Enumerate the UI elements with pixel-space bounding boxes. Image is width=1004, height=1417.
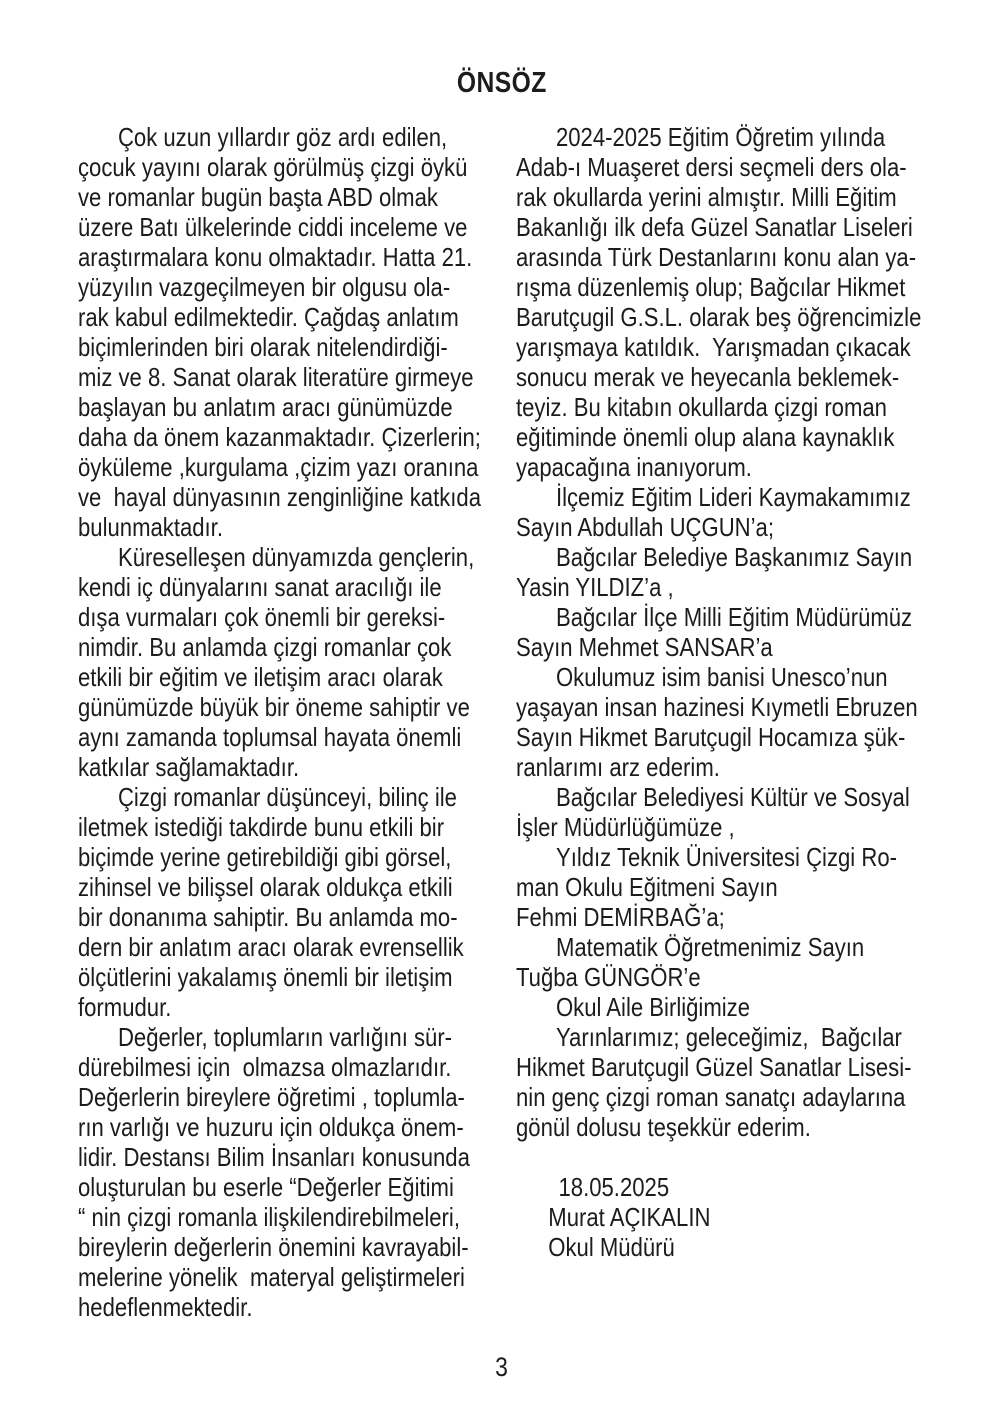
text-line: Bakanlığı ilk defa Güzel Sanatlar Liseleri [516, 212, 913, 242]
signature-date: 18.05.2025 [558, 1172, 670, 1202]
text-line: Okulumuz isim banisi Unesco’nun [555, 662, 888, 692]
right-paragraph-container [516, 122, 927, 1142]
right-text-column [516, 122, 927, 1262]
text-line: ranlarımı arz ederim. [516, 752, 720, 782]
text-line: hedeflenmektedir. [78, 1292, 253, 1322]
text-line: ve hayal dünyasının zenginliğine katkıda [78, 482, 481, 512]
paragraph [516, 602, 927, 662]
text-line: Bağcılar İlçe Milli Eğitim Müdürümüz [555, 602, 913, 632]
text-line: Değerlerin bireylere öğretimi , toplumla- [78, 1082, 465, 1112]
text-line: günümüzde büyük bir öneme sahiptir ve [78, 692, 470, 722]
text-line: ölçütlerini yakalamış önemli bir iletişim [78, 962, 453, 992]
signature-role: Okul Müdürü [548, 1232, 675, 1262]
paragraph [78, 1022, 489, 1322]
text-line: katkılar sağlamaktadır. [78, 752, 300, 782]
text-line: Sayın Abdullah UÇGUN’a; [516, 512, 774, 542]
text-line: yarışmaya katıldık. Yarışmadan çıkacak [516, 332, 911, 362]
text-line: Yıldız Teknik Üniversitesi Çizgi Ro- [555, 842, 897, 872]
text-line: yaşayan insan hazinesi Kıymetli Ebruzen [516, 692, 918, 722]
footer-row [0, 1352, 1004, 1382]
text-line: dürebilmesi için olmazsa olmazlarıdır. [78, 1052, 452, 1082]
text-line: aynı zamanda toplumsal hayata önemli [78, 722, 462, 752]
text-line: Fehmi DEMİRBAĞ’a; [516, 902, 725, 932]
text-line: araştırmalara konu olmaktadır. Hatta 21. [78, 242, 473, 272]
text-line: nimdir. Bu anlamda çizgi romanlar çok [78, 632, 452, 662]
paragraph [516, 992, 927, 1022]
paragraph [516, 782, 927, 842]
paragraph [516, 542, 927, 602]
text-line: Değerler, toplumların varlığını sür- [117, 1022, 453, 1052]
paragraph [78, 542, 489, 782]
page-title: ÖNSÖZ [457, 67, 547, 99]
text-line: rak okullarda yerini almıştır. Milli Eğitim [516, 182, 897, 212]
text-line: melerine yönelik materyal geliştirmeleri [78, 1262, 465, 1292]
text-line: formudur. [78, 992, 172, 1022]
text-line: etkili bir eğitim ve iletişim aracı olarak [78, 662, 443, 692]
paragraph [516, 482, 927, 542]
text-line: öyküleme ,kurgulama ,çizim yazı oranına [78, 452, 479, 482]
text-line: sonucu merak ve heyecanla beklemek- [516, 362, 900, 392]
text-line: bir donanıma sahiptir. Bu anlamda mo- [78, 902, 458, 932]
text-line: Yarınlarımız; geleceğimiz, Bağcılar [555, 1022, 902, 1052]
paragraph [516, 122, 927, 482]
text-line: “ nin çizgi romanla ilişkilendirebilmeleri, [78, 1202, 460, 1232]
text-line: bulunmaktadır. [78, 512, 223, 542]
page-number: 3 [495, 1352, 509, 1382]
text-line: biçimlerinden biri olarak nitelendirdiği- [78, 332, 448, 362]
left-text-column [78, 122, 489, 1322]
text-line: İlçemiz Eğitim Lideri Kaymakamımız [555, 482, 911, 512]
text-line: Matematik Öğretmenimiz Sayın [555, 932, 865, 962]
text-line: dışa vurmaları çok önemli bir gereksi- [78, 602, 446, 632]
title-row [0, 66, 1004, 100]
text-line: Bağcılar Belediye Başkanımız Sayın [555, 542, 913, 572]
paragraph [516, 932, 927, 992]
text-line: rın varlığı ve huzuru için oldukça önem- [78, 1112, 464, 1142]
text-line: Sayın Hikmet Barutçugil Hocamıza şük- [516, 722, 906, 752]
text-line: İşler Müdürlüğümüze , [516, 812, 735, 842]
text-line: Hikmet Barutçugil Güzel Sanatlar Lisesi- [516, 1052, 912, 1082]
text-line: Çok uzun yıllardır göz ardı edilen, [117, 122, 448, 152]
text-line: miz ve 8. Sanat olarak literatüre girmeye [78, 362, 474, 392]
text-line: üzere Batı ülkelerinde ciddi inceleme ve [78, 212, 468, 242]
text-line: lidir. Destansı Bilim İnsanları konusunda [78, 1142, 470, 1172]
text-line: arasında Türk Destanlarını konu alan ya- [516, 242, 917, 272]
paragraph [516, 662, 927, 782]
text-line: Adab-ı Muaşeret dersi seçmeli ders ola- [516, 152, 907, 182]
text-line: man Okulu Eğitmeni Sayın [516, 872, 778, 902]
text-line: gönül dolusu teşekkür ederim. [516, 1112, 811, 1142]
text-line: Küreselleşen dünyamızda gençlerin, [117, 542, 475, 572]
text-line: nin genç çizgi roman sanatçı adaylarına [516, 1082, 906, 1112]
signature-name: Murat AÇIKALIN [548, 1202, 711, 1232]
paragraph [516, 842, 927, 932]
text-line: zihinsel ve bilişsel olarak oldukça etkili [78, 872, 453, 902]
text-line: iletmek istediği takdirde bunu etkili bir [78, 812, 445, 842]
text-line: teyiz. Bu kitabın okullarda çizgi roman [516, 392, 887, 422]
text-line: rışma düzenlemiş olup; Bağcılar Hikmet [516, 272, 906, 302]
text-line: kendi iç dünyalarını sanat aracılığı ile [78, 572, 442, 602]
text-line: Çizgi romanlar düşünceyi, bilinç ile [117, 782, 457, 812]
text-line: Yasin YILDIZ’a , [516, 572, 674, 602]
text-line: başlayan bu anlatım aracı günümüzde [78, 392, 453, 422]
text-line: eğitiminde önemli olup alana kaynaklık [516, 422, 895, 452]
text-line: ve romanlar bugün başta ABD olmak [78, 182, 438, 212]
text-line: yüzyılın vazgeçilmeyen bir olgusu ola- [78, 272, 451, 302]
text-line: 2024-2025 Eğitim Öğretim yılında [555, 122, 886, 152]
text-line: Sayın Mehmet SANSAR’a [516, 632, 773, 662]
text-line: biçimde yerine getirebildiği gibi görsel, [78, 842, 452, 872]
signature-block [516, 1172, 927, 1262]
text-line: dern bir anlatım aracı olarak evrensellik [78, 932, 464, 962]
text-line: oluşturulan bu eserle “Değerler Eğitimi [78, 1172, 454, 1202]
text-line: yapacağına inanıyorum. [516, 452, 752, 482]
text-line: çocuk yayını olarak görülmüş çizgi öykü [78, 152, 468, 182]
text-line: rak kabul edilmektedir. Çağdaş anlatım [78, 302, 459, 332]
text-line: Okul Aile Birliğimize [555, 992, 751, 1022]
text-line: Tuğba GÜNGÖR’e [516, 962, 701, 992]
paragraph [516, 1022, 927, 1142]
text-line: Bağcılar Belediyesi Kültür ve Sosyal [555, 782, 910, 812]
text-line: bireylerin değerlerin önemini kavrayabil- [78, 1232, 469, 1262]
paragraph [78, 122, 489, 542]
paragraph [78, 782, 489, 1022]
text-line: daha da önem kazanmaktadır. Çizerlerin; [78, 422, 481, 452]
text-line: Barutçugil G.S.L. olarak beş öğrencimizle [516, 302, 922, 332]
